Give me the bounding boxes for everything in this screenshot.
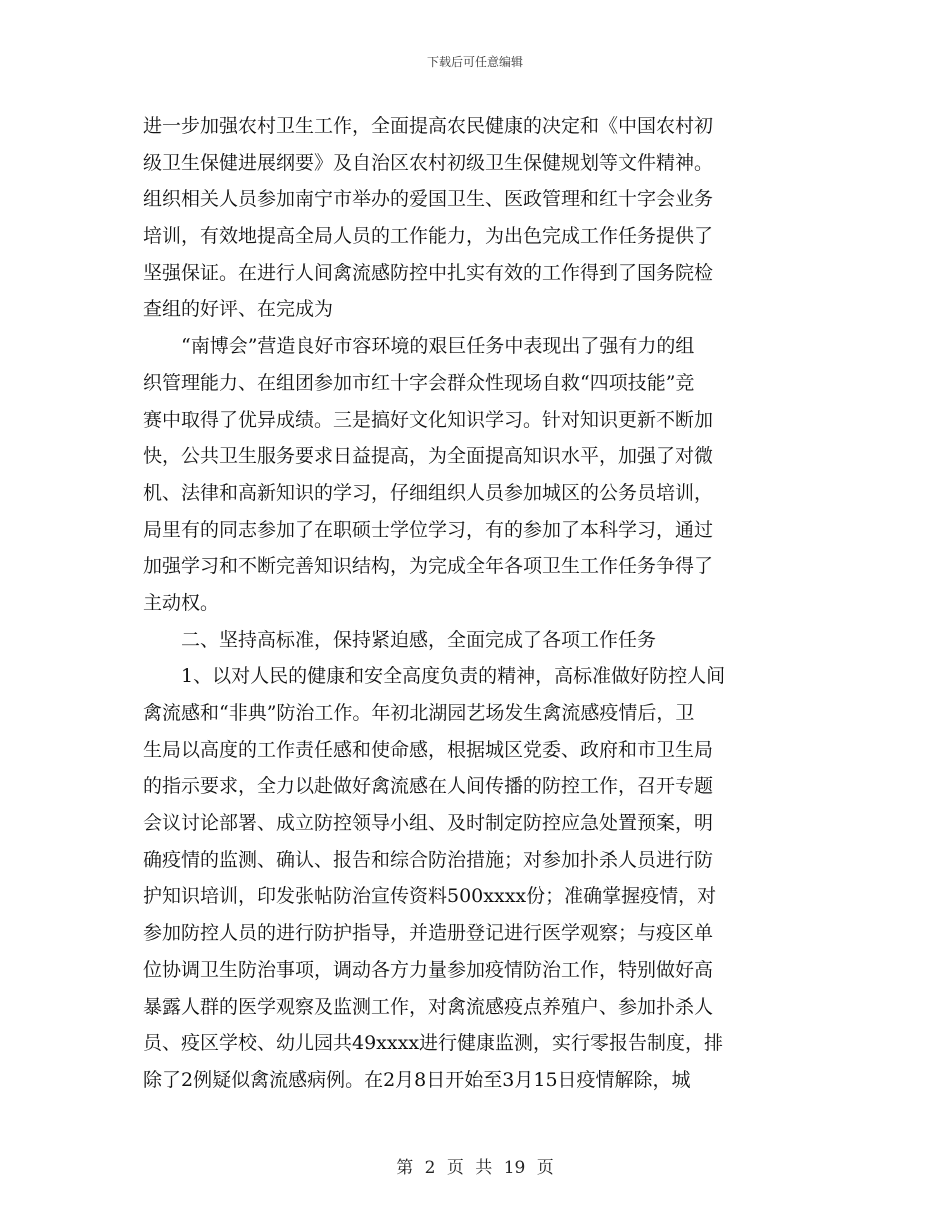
text-line: 护知识培训，印发张帖防治宣传资料500xxxx份；准确掌握疫情，对 [143, 885, 717, 908]
page-number-footer: 第 2 页 共 19 页 [396, 1158, 554, 1178]
text-line: 确疫情的监测、确认、报告和综合防治措施；对参加扑杀人员进行防 [143, 848, 714, 871]
text-line: 进一步加强农村卫生工作，全面提高农民健康的决定和《中国农村初 [143, 115, 714, 137]
text-line: 机、法律和高新知识的学习，仔细组织人员参加城区的公务员培训， [143, 481, 714, 504]
document-body [143, 108, 811, 1099]
text-line: 组织相关人员参加南宁市举办的爱国卫生、医政管理和红十字会业务 [143, 188, 714, 211]
text-line: 主动权。 [143, 591, 220, 614]
text-line: “南博会”营造良好市容环境的艰巨任务中表现出了强有力的组 [181, 335, 695, 358]
text-line: 位协调卫生防治事项，调动各方力量参加疫情防治工作，特别做好高 [143, 958, 714, 981]
header-note: 下载后可任意编辑 [426, 55, 523, 69]
text-line: 局里有的同志参加了在职硕士学位学习，有的参加了本科学习，通过 [143, 518, 714, 541]
text-line: 赛中取得了优异成绩。三是搞好文化知识学习。针对知识更新不断加 [143, 408, 714, 431]
text-line: 暴露人群的医学观察及监测工作，对禽流感疫点养殖户、参加扑杀人 [143, 995, 714, 1018]
text-line: 坚强保证。在进行人间禽流感防控中扎实有效的工作得到了国务院检 [143, 261, 714, 284]
text-line: 加强学习和不断完善知识结构，为完成全年各项卫生工作任务争得了 [143, 555, 714, 578]
text-line: 参加防控人员的进行防护指导，并造册登记进行医学观察；与疫区单 [143, 922, 714, 945]
text-line: 培训，有效地提高全局人员的工作能力，为出色完成工作任务提供了 [143, 225, 714, 248]
text-line: 会议讨论部署、成立防控领导小组、及时制定防控应急处置预案，明 [143, 812, 714, 835]
text-line: 级卫生保健进展纲要》及自治区农村初级卫生保健规划等文件精神。 [143, 151, 714, 174]
text-line: 查组的好评、在完成为 [143, 298, 334, 321]
text-line: 除了2例疑似禽流感病例。在2月8日开始至3月15日疫情解除，城 [143, 1068, 691, 1091]
text-line: 员、疫区学校、幼儿园共49xxxx进行健康监测，实行零报告制度，排 [143, 1032, 724, 1055]
text-line: 二、坚持高标准，保持紧迫感，全面完成了各项工作任务 [181, 628, 657, 651]
text-line: 禽流感和“非典”防治工作。年初北湖园艺场发生禽流感疫情后，卫 [143, 702, 695, 724]
text-line: 1、以对人民的健康和安全高度负责的精神，高标准做好防控人间 [181, 665, 726, 688]
text-line: 快，公共卫生服务要求日益提高，为全面提高知识水平，加强了对微 [143, 445, 714, 468]
text-line: 织管理能力、在组团参加市红十字会群众性现场自救“四项技能”竞 [143, 371, 695, 394]
text-line: 的指示要求，全力以赴做好禽流感在人间传播的防控工作，召开专题 [143, 775, 714, 798]
text-line: 生局以高度的工作责任感和使命感，根据城区党委、政府和市卫生局 [143, 738, 714, 761]
